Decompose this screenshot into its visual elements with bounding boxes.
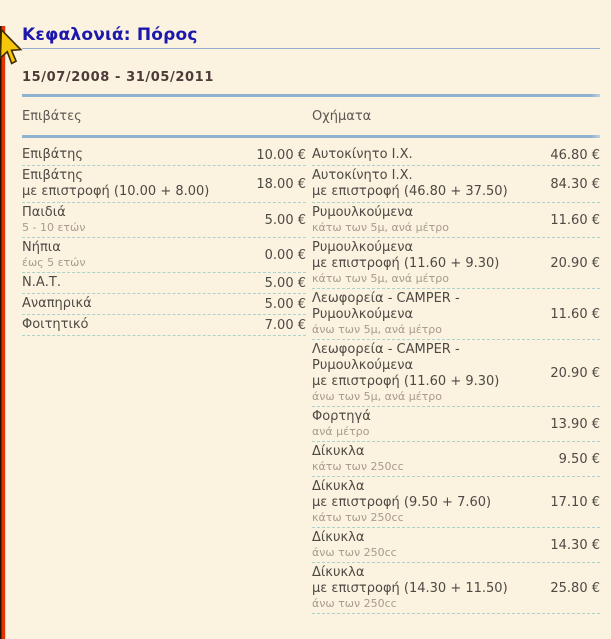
fare-subnote: έως 5 ετών [22, 256, 86, 269]
fare-price: 13.90 € [550, 416, 600, 432]
fare-line: Ρυμουλκούμενα [312, 307, 414, 322]
fare-row [22, 166, 306, 203]
date-range: 15/07/2008 - 31/05/2011 [22, 70, 214, 85]
fare-row [312, 289, 600, 340]
fare-label [312, 291, 460, 337]
fare-line: Δίκυκλα [312, 479, 365, 494]
fare-row [22, 315, 306, 336]
fare-subnote: άνω των 250cc [312, 546, 397, 559]
page-title: Κεφαλονιά: Πόρος [22, 26, 600, 49]
fare-row [312, 407, 600, 442]
fare-label [312, 342, 499, 404]
fare-label [312, 205, 449, 235]
fare-label [22, 147, 83, 163]
date-divider [22, 94, 600, 97]
fare-price: 84.30 € [550, 176, 600, 192]
fare-label [312, 565, 508, 611]
fare-price: 0.00 € [264, 247, 306, 263]
fare-table [22, 145, 600, 614]
fare-line: Νήπια [22, 240, 61, 255]
fare-price: 25.80 € [550, 580, 600, 596]
fare-line: Δίκυκλα [312, 565, 365, 580]
fare-line: Επιβάτης [22, 168, 84, 183]
fare-row [312, 528, 600, 563]
left-accent-bar [0, 26, 7, 639]
fare-price: 5.00 € [264, 212, 306, 228]
fare-line: Ρυμουλκούμενα [312, 205, 414, 220]
fare-line: Αυτοκίνητο Ι.Χ. [312, 168, 413, 183]
fare-row [312, 203, 600, 238]
fare-line: με επιστροφή (9.50 + 7.60) [312, 495, 492, 510]
fare-line: με επιστροφή (10.00 + 8.00) [22, 184, 210, 199]
fare-price: 11.60 € [550, 212, 600, 228]
fare-row [22, 238, 306, 273]
fare-line: Λεωφορεία - CAMPER - [312, 342, 460, 357]
fare-price: 7.00 € [264, 317, 306, 333]
fare-label [312, 444, 404, 474]
fare-label [22, 296, 92, 312]
fare-label [312, 530, 397, 560]
fare-subnote: άνω των 250cc [312, 597, 397, 610]
fare-label [312, 409, 371, 439]
fare-label [312, 479, 491, 525]
fare-row [312, 166, 600, 203]
fare-label [22, 205, 85, 235]
fare-price: 5.00 € [264, 275, 306, 291]
fare-label [22, 168, 209, 200]
fare-row [22, 145, 306, 166]
fare-row [312, 238, 600, 289]
fare-row [22, 273, 306, 294]
fare-subnote: άνω των 5μ, ανά μέτρο [312, 390, 442, 403]
column-headers [22, 109, 600, 135]
passengers-fare-list [22, 145, 306, 336]
fare-line: Αυτοκίνητο Ι.Χ. [312, 147, 413, 162]
fare-line: με επιστροφή (14.30 + 11.50) [312, 581, 508, 596]
fare-price: 20.90 € [550, 255, 600, 271]
fare-row [312, 145, 600, 166]
fare-line: Ρυμουλκούμενα [312, 240, 414, 255]
fare-line: Φορτηγά [312, 409, 371, 424]
fare-label [22, 275, 61, 291]
fare-subnote: κάτω των 5μ, ανά μέτρο [312, 221, 449, 234]
fare-label [22, 317, 89, 333]
fare-price: 9.50 € [558, 451, 600, 467]
fare-line: με επιστροφή (46.80 + 37.50) [312, 184, 508, 199]
page-content [22, 26, 600, 614]
fare-price: 20.90 € [550, 365, 600, 381]
fare-row [312, 340, 600, 407]
fare-price: 5.00 € [264, 296, 306, 312]
mouse-cursor-icon [0, 28, 25, 68]
fare-line: Ν.Α.Τ. [22, 275, 61, 290]
fare-line: Δίκυκλα [312, 444, 365, 459]
fare-row [22, 294, 306, 315]
fare-row [22, 203, 306, 238]
fare-row [312, 442, 600, 477]
fare-price: 17.10 € [550, 494, 600, 510]
fare-subnote: άνω των 5μ, ανά μέτρο [312, 323, 442, 336]
fare-subnote: 5 - 10 ετών [22, 221, 86, 234]
fare-label [312, 240, 499, 286]
header-divider [22, 135, 600, 138]
fare-line: Φοιτητικό [22, 317, 89, 332]
fare-line: με επιστροφή (11.60 + 9.30) [312, 374, 500, 389]
fare-price: 46.80 € [550, 147, 600, 163]
column-header-vehicles: Οχήματα [312, 109, 372, 124]
fare-price: 11.60 € [550, 306, 600, 322]
fare-subnote: κάτω των 250cc [312, 460, 404, 473]
fare-label [312, 147, 413, 163]
fare-line: Λεωφορεία - CAMPER - [312, 291, 460, 306]
fare-label [22, 240, 86, 270]
fare-row [312, 477, 600, 528]
fare-line: Ρυμουλκούμενα [312, 358, 414, 373]
fare-line: Δίκυκλα [312, 530, 365, 545]
fare-subnote: κάτω των 5μ, ανά μέτρο [312, 272, 449, 285]
fare-line: Επιβάτης [22, 147, 84, 162]
fare-subnote: ανά μέτρο [312, 425, 370, 438]
fare-price: 18.00 € [256, 176, 306, 192]
fare-line: με επιστροφή (11.60 + 9.30) [312, 256, 500, 271]
column-header-passengers: Επιβάτες [22, 109, 82, 124]
fare-price: 10.00 € [256, 147, 306, 163]
fare-subnote: κάτω των 250cc [312, 511, 404, 524]
fare-line: Αναπηρικά [22, 296, 92, 311]
fare-price: 14.30 € [550, 537, 600, 553]
fare-row [312, 563, 600, 614]
fare-line: Παιδιά [22, 205, 66, 220]
fare-label [312, 168, 508, 200]
vehicles-fare-list [312, 145, 600, 614]
